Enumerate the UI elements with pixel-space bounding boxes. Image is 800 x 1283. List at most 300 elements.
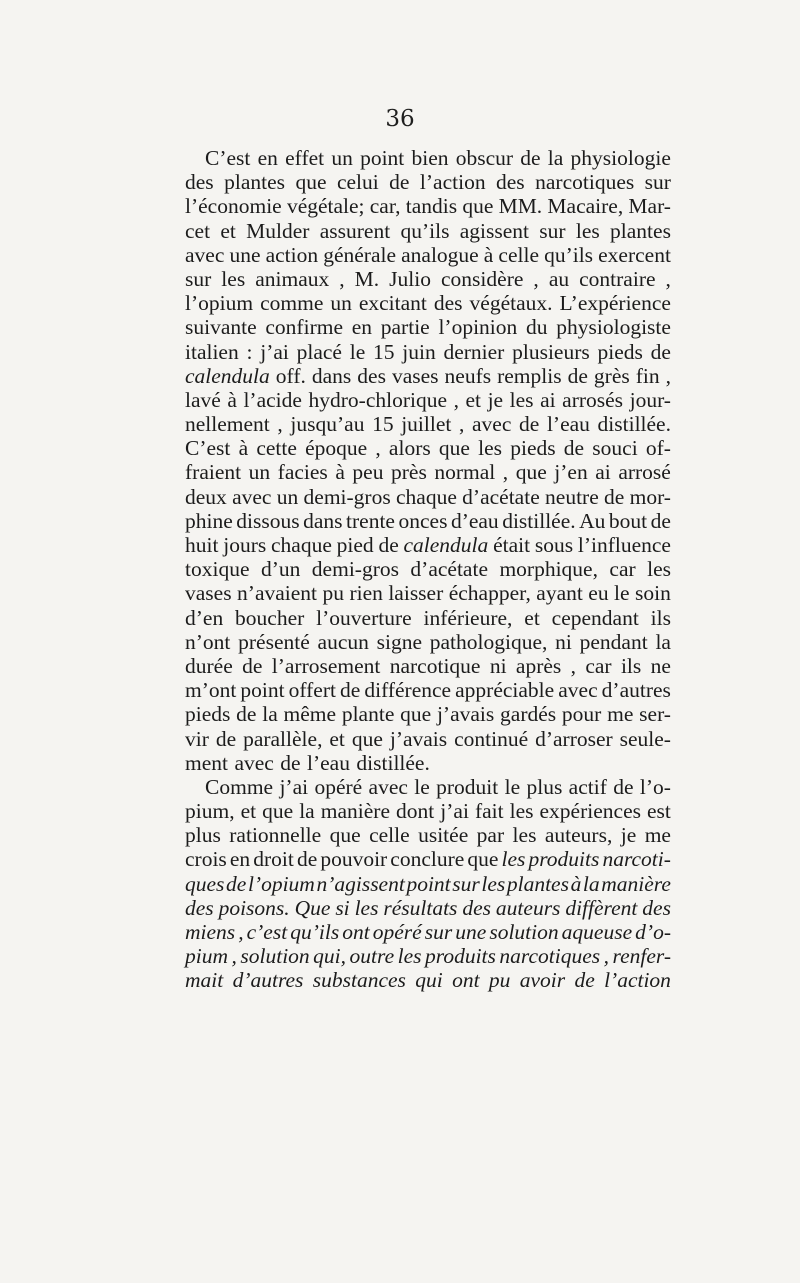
- word: en: [257, 146, 278, 170]
- word: l’action: [604, 968, 671, 993]
- word: car: [609, 557, 636, 582]
- word: produit: [436, 774, 499, 799]
- word: sur: [452, 871, 480, 896]
- word: nellement: [185, 412, 270, 437]
- word: sur: [539, 218, 566, 243]
- word: les: [509, 387, 534, 412]
- text-line: [185, 896, 671, 920]
- word: assurent: [319, 218, 391, 243]
- word: ni: [489, 653, 507, 678]
- word: car,: [369, 194, 401, 219]
- word: de: [604, 484, 625, 509]
- word: à: [483, 242, 494, 267]
- word: résultats: [383, 895, 458, 920]
- word: diffèrent: [565, 895, 638, 920]
- word: lavé: [185, 387, 221, 412]
- word: ,: [459, 412, 465, 437]
- text-line: [185, 485, 671, 509]
- word: de: [650, 508, 671, 533]
- text-line: [185, 799, 671, 823]
- word: narcotique: [389, 653, 481, 678]
- word: off.: [275, 363, 306, 388]
- word: d’acétate: [462, 484, 540, 509]
- word: expériences: [539, 799, 641, 824]
- word: que: [438, 436, 470, 461]
- word: de: [280, 750, 301, 775]
- word: j’ai: [279, 774, 309, 799]
- word: la: [582, 871, 600, 896]
- word: morphique,: [499, 557, 598, 582]
- word: boucher: [235, 605, 305, 630]
- word: plusieurs: [512, 339, 590, 364]
- text-line: [185, 388, 671, 412]
- word: point: [240, 678, 285, 703]
- word: tandis: [405, 194, 458, 219]
- word: ser-: [639, 702, 671, 727]
- word: plus: [526, 774, 563, 799]
- word: ils: [650, 605, 671, 630]
- word: générale: [323, 242, 397, 267]
- word: dans: [311, 363, 352, 388]
- word: ont: [452, 968, 480, 993]
- text-line: [185, 340, 671, 364]
- word: et: [465, 387, 482, 412]
- word: Macaire,: [547, 194, 624, 219]
- word: Comme: [205, 774, 274, 799]
- text-line: [185, 702, 671, 726]
- word: d’eau: [450, 508, 499, 533]
- word: l’ouverture: [316, 605, 412, 630]
- word: ques: [185, 871, 225, 896]
- word: miens: [185, 920, 236, 944]
- word: et: [524, 605, 540, 630]
- word: hydro-chlorique: [308, 387, 448, 412]
- word: droit: [253, 847, 294, 872]
- word: facies: [277, 460, 328, 485]
- word: d’acétate: [410, 557, 488, 582]
- word: je: [620, 823, 637, 848]
- word: of-: [645, 436, 671, 461]
- word: que: [400, 702, 432, 727]
- word: contraire: [579, 266, 656, 291]
- word: j’en: [554, 460, 588, 485]
- word: comme: [260, 291, 324, 316]
- word: les: [501, 847, 526, 872]
- word: les: [481, 871, 506, 896]
- word: végétaux.: [469, 291, 553, 316]
- word: était: [493, 533, 531, 557]
- word: de: [296, 847, 318, 872]
- word: trente: [346, 508, 395, 533]
- word: un: [330, 291, 352, 316]
- word: continué: [454, 726, 529, 751]
- text-line: [185, 315, 671, 339]
- word: solution: [489, 920, 559, 944]
- word: un: [276, 484, 299, 509]
- word: n’avaient: [237, 581, 318, 606]
- word: j’ai: [260, 339, 289, 364]
- word: phine: [185, 508, 233, 533]
- word: substances: [312, 968, 406, 993]
- word: dans: [303, 508, 343, 533]
- word: produits: [425, 944, 496, 969]
- word: produits: [528, 847, 600, 872]
- word: bien: [411, 146, 449, 170]
- word: sur: [424, 920, 453, 944]
- word: et: [329, 726, 345, 751]
- word: soin: [635, 581, 671, 606]
- word: demi-gros: [303, 484, 391, 509]
- word: celle: [369, 823, 410, 848]
- word: d’arroser: [535, 726, 613, 751]
- text-line: [185, 412, 671, 436]
- word: des: [357, 363, 386, 388]
- word: l’arrosement: [271, 653, 381, 678]
- text-line: [185, 678, 671, 702]
- word: de: [613, 774, 634, 799]
- word: cet: [185, 218, 211, 243]
- word: ,: [570, 653, 576, 678]
- word: sous: [534, 533, 574, 557]
- word: C’est: [185, 436, 231, 461]
- word: opéré: [372, 920, 422, 944]
- word: physiologiste: [556, 315, 671, 340]
- text-line: [185, 654, 671, 678]
- word: j’ai: [440, 799, 469, 824]
- word: de: [574, 968, 595, 993]
- word: ne: [650, 653, 671, 678]
- word: à: [570, 871, 582, 896]
- word: d’un: [260, 557, 301, 582]
- word: fraient: [185, 460, 242, 485]
- word: j’avais: [389, 726, 448, 751]
- word: fait: [474, 799, 504, 824]
- word: juin: [402, 339, 436, 364]
- word: par: [476, 823, 505, 848]
- word: arrosés: [562, 387, 624, 412]
- word: que: [467, 847, 499, 872]
- word: les: [397, 944, 422, 969]
- word: souci: [592, 436, 638, 461]
- word: que: [295, 170, 327, 195]
- word: partie: [380, 315, 430, 340]
- word: l’o-: [639, 774, 671, 799]
- word: des: [462, 895, 492, 920]
- word: action: [265, 242, 319, 267]
- word: et: [220, 218, 236, 243]
- word: me: [644, 823, 671, 848]
- word: après: [515, 653, 562, 678]
- word: italien: [185, 339, 239, 364]
- word: inférieure,: [423, 605, 513, 630]
- word: de: [650, 339, 671, 364]
- word: pu: [322, 581, 344, 606]
- word: manière: [320, 799, 390, 824]
- text-line: [185, 460, 671, 484]
- page-number: 36: [385, 106, 415, 132]
- word: ,: [375, 436, 381, 461]
- word: offert: [288, 678, 336, 703]
- word: les: [575, 218, 600, 243]
- word: à: [238, 436, 249, 461]
- word: sur: [644, 170, 671, 195]
- word: avec: [558, 678, 598, 703]
- word: une: [455, 920, 487, 944]
- word: chaque: [396, 484, 457, 509]
- word: les: [478, 436, 503, 461]
- word: qui: [415, 968, 443, 993]
- word: alors: [388, 436, 431, 461]
- word: remplis: [497, 363, 562, 388]
- word: parallèle,: [243, 726, 323, 751]
- word: seule-: [619, 726, 671, 751]
- word: de: [567, 363, 588, 388]
- text-line: [185, 630, 671, 654]
- word: ,: [665, 363, 671, 388]
- word: demi-gros: [311, 557, 399, 582]
- word: l’économie: [185, 194, 282, 219]
- word: l’opium: [247, 871, 315, 896]
- word: peu: [352, 460, 384, 485]
- text-line: [185, 267, 671, 291]
- word: c’est: [246, 920, 288, 944]
- word: celui: [336, 170, 379, 195]
- word: près: [391, 460, 427, 485]
- word: laisser: [388, 581, 444, 606]
- word: M.: [354, 266, 380, 291]
- word: ,: [502, 460, 509, 485]
- word: des: [185, 170, 214, 195]
- word: plante: [341, 702, 395, 727]
- word: ont: [342, 920, 370, 944]
- text-line: [185, 920, 671, 944]
- word: vir: [185, 726, 209, 751]
- word: opéré: [314, 774, 363, 799]
- word: Julio: [389, 266, 431, 291]
- word: conclure: [390, 847, 465, 872]
- text-line: [185, 509, 671, 533]
- word: à: [335, 460, 345, 485]
- word: pied: [336, 533, 374, 557]
- word: les: [354, 895, 379, 920]
- word: ment: [185, 750, 228, 775]
- word: que: [462, 194, 494, 219]
- word: de: [236, 702, 257, 727]
- word: distillée.: [502, 508, 576, 533]
- word: arrosé: [618, 460, 671, 485]
- word: présenté: [238, 629, 310, 654]
- word: jour-: [629, 387, 671, 412]
- word: calendula: [403, 533, 489, 557]
- text-line: [185, 219, 671, 243]
- word: plus: [185, 823, 221, 848]
- word: poisons.: [218, 895, 290, 920]
- word: j’avais: [436, 702, 495, 727]
- word: ai: [540, 387, 556, 412]
- word: aucun: [317, 629, 369, 654]
- word: ,: [665, 266, 671, 291]
- word: l’influence: [577, 533, 671, 557]
- body-text: [185, 146, 671, 993]
- word: est: [647, 799, 671, 824]
- word: et: [240, 799, 257, 824]
- word: deux: [185, 484, 227, 509]
- word: avec: [472, 412, 512, 437]
- word: ai: [595, 460, 611, 485]
- word: toxique: [185, 557, 250, 582]
- word: fin: [635, 363, 660, 388]
- word: pouvoir: [320, 847, 388, 872]
- word: plantes: [610, 218, 671, 243]
- word: appréciable: [455, 678, 555, 703]
- text-line: [185, 847, 671, 871]
- word: narcotiques: [499, 944, 601, 969]
- word: confirme: [265, 315, 343, 340]
- word: le: [349, 339, 366, 364]
- word: de: [389, 170, 410, 195]
- word: l’eau: [307, 750, 350, 775]
- word: une: [229, 242, 261, 267]
- word: ,: [603, 944, 609, 969]
- word: un: [331, 146, 353, 170]
- word: excitant: [358, 291, 427, 316]
- word: ,: [533, 266, 539, 291]
- word: dissous: [236, 508, 300, 533]
- word: C’est: [205, 146, 251, 170]
- word: neufs: [444, 363, 492, 388]
- word: Que: [294, 895, 331, 920]
- word: la: [299, 799, 315, 824]
- word: 15: [372, 412, 394, 437]
- word: les: [647, 557, 671, 582]
- word: même: [283, 702, 337, 727]
- word: :: [246, 339, 253, 364]
- word: rien: [349, 581, 383, 606]
- word: point: [360, 146, 405, 170]
- word: l’opium: [185, 291, 254, 316]
- word: dernier: [443, 339, 505, 364]
- word: de: [520, 146, 541, 170]
- word: 15: [373, 339, 395, 364]
- word: la: [262, 702, 278, 727]
- word: grès: [593, 363, 630, 388]
- word: jusqu’au: [290, 412, 365, 437]
- text-line: [185, 872, 671, 896]
- word: la: [547, 146, 564, 170]
- word: huit: [185, 533, 219, 557]
- text-line: [185, 727, 671, 751]
- text-line: [185, 436, 671, 460]
- word: avec: [185, 242, 225, 267]
- word: celle: [498, 242, 539, 267]
- word: de: [519, 412, 540, 437]
- word: que: [262, 799, 294, 824]
- word: un: [248, 460, 271, 485]
- word: pium: [185, 944, 228, 969]
- word: des: [642, 895, 671, 920]
- word: les: [221, 266, 246, 291]
- word: pieds: [185, 702, 231, 727]
- word: d’autres: [232, 968, 304, 993]
- word: de: [215, 726, 237, 751]
- text-line: [185, 364, 671, 388]
- word: au: [548, 266, 570, 291]
- word: physiologie: [570, 146, 671, 170]
- word: Mulder: [246, 218, 310, 243]
- text-line: [185, 968, 671, 992]
- word: qu’ils: [544, 242, 594, 267]
- word: de: [378, 533, 399, 557]
- word: les: [512, 823, 537, 848]
- word: en: [229, 847, 251, 872]
- word: Au: [579, 508, 606, 533]
- word: l’eau: [546, 412, 590, 437]
- word: le: [614, 581, 630, 606]
- word: placé: [296, 339, 342, 364]
- word: pium,: [185, 799, 235, 824]
- word: Mar-: [628, 194, 671, 219]
- word: actif: [568, 774, 607, 799]
- word: distillée.: [597, 412, 671, 437]
- word: pieds: [597, 339, 643, 364]
- word: les: [509, 799, 534, 824]
- word: car: [585, 653, 612, 678]
- word: l’action: [419, 170, 486, 195]
- word: rationnelle: [229, 823, 322, 848]
- word: à: [227, 387, 237, 412]
- word: pendant: [579, 629, 648, 654]
- word: mait: [185, 968, 224, 993]
- word: avec: [232, 484, 272, 509]
- text-line: [185, 775, 671, 799]
- word: crois: [185, 847, 227, 872]
- word: en: [351, 315, 373, 340]
- word: animaux: [255, 266, 330, 291]
- word: la: [655, 629, 671, 654]
- word: ,: [453, 387, 459, 412]
- word: sur: [185, 266, 212, 291]
- word: le: [414, 774, 430, 799]
- word: avec: [234, 750, 274, 775]
- word: de: [563, 436, 585, 461]
- word: ,: [277, 412, 283, 437]
- word: solution: [240, 944, 310, 969]
- word: pathologique,: [429, 629, 548, 654]
- word: ayant: [536, 581, 583, 606]
- word: de: [242, 653, 263, 678]
- word: cette: [256, 436, 297, 461]
- word: pieds: [510, 436, 556, 461]
- word: plantes: [506, 871, 569, 896]
- word: eu: [588, 581, 609, 606]
- text-line: [185, 533, 671, 557]
- word: de: [226, 871, 247, 896]
- word: exercent: [598, 242, 671, 267]
- word: considère: [441, 266, 524, 291]
- word: manière: [601, 871, 671, 896]
- word: d’autres: [601, 678, 671, 703]
- word: n’agissent: [316, 871, 405, 896]
- text-line: [185, 146, 671, 170]
- word: que: [329, 823, 361, 848]
- word: avec: [368, 774, 408, 799]
- word: auteurs: [495, 895, 561, 920]
- word: ni: [555, 629, 572, 654]
- word: L’expérience: [559, 291, 671, 316]
- word: narcoti-: [602, 847, 671, 872]
- word: jours: [223, 533, 267, 557]
- word: m’ont: [185, 678, 237, 703]
